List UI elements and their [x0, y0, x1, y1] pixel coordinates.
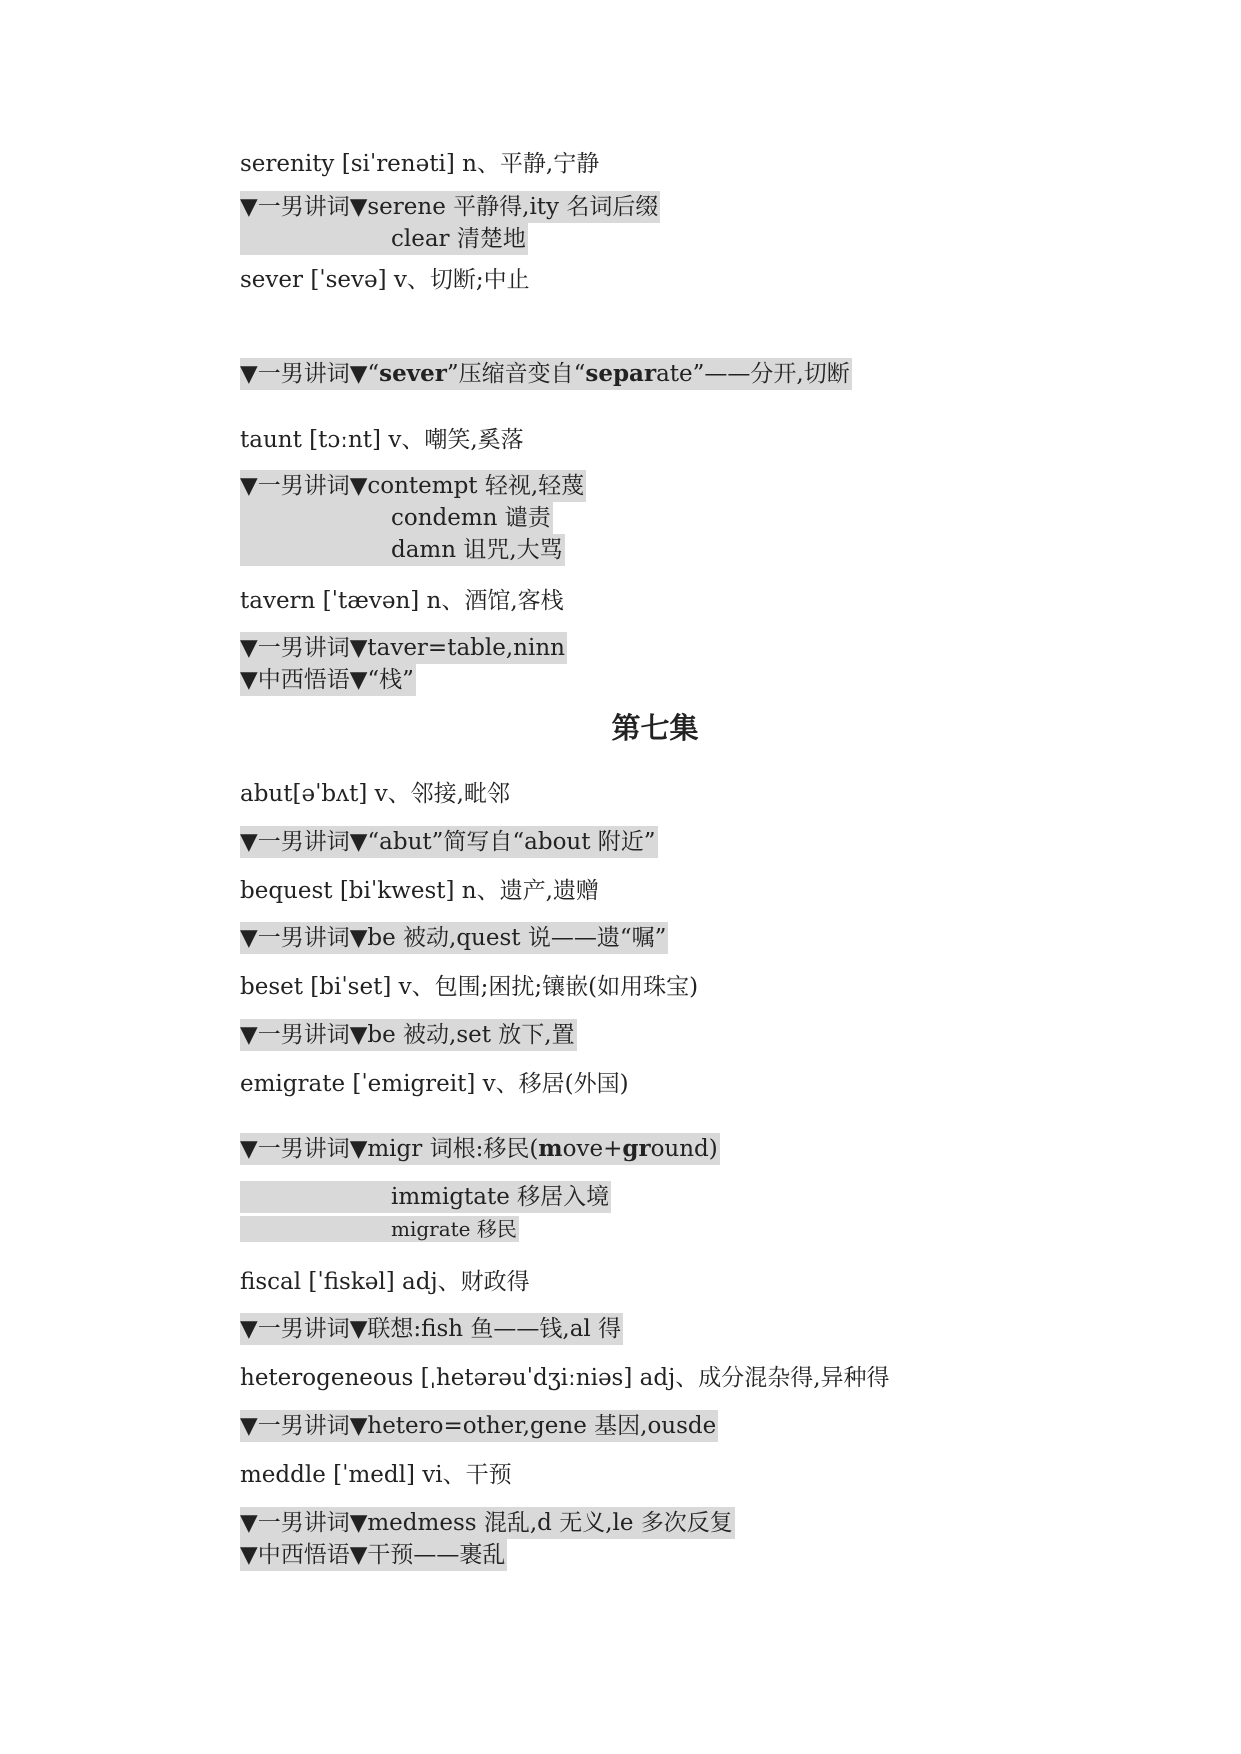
note-bold: gr: [622, 1135, 651, 1162]
entry-headword-taunt: taunt [tɔːnt] v、嘲笑,奚落: [240, 427, 524, 453]
note-serenity-1: ▼一男讲词▼serene 平静得,ity 名词后缀: [240, 191, 660, 223]
note-text: ▼一男讲词▼migr 词根:移民(: [240, 1136, 539, 1162]
note-abut: ▼一男讲词▼“abut”简写自“about 附近”: [240, 826, 658, 858]
entry-headword-beset: beset [biˈset] v、包围;困扰;镶嵌(如用珠宝): [240, 974, 699, 1000]
entry-headword-serenity: serenity [siˈrenəti] n、平静,宁静: [240, 151, 600, 177]
note-beset: ▼一男讲词▼be 被动,set 放下,置: [240, 1019, 577, 1051]
note-fiscal: ▼一男讲词▼联想:fish 鱼——钱,al 得: [240, 1313, 623, 1345]
entry-headword-heterogeneous: heterogeneous [ˌhetərəuˈdʒiːniəs] adj、成分混杂得,异种得: [240, 1365, 890, 1391]
entry-headword-tavern: tavern [ˈtævən] n、酒馆,客栈: [240, 588, 564, 614]
note-text: ove+: [562, 1136, 623, 1162]
note-taunt-2: condemn 谴责: [240, 502, 553, 534]
note-sever: [240, 358, 852, 390]
note-bold: sever: [379, 360, 447, 387]
note-tavern-2: ▼中西悟语▼“栈”: [240, 664, 416, 696]
note-text: ound): [650, 1136, 718, 1162]
note-bold: m: [538, 1135, 563, 1162]
entry-headword-fiscal: fiscal [ˈfiskəl] adj、财政得: [240, 1269, 530, 1295]
note-tavern-1: ▼一男讲词▼taver=table,ninn: [240, 632, 567, 664]
note-text: ▼一男讲词▼“: [240, 361, 380, 387]
note-text: ate”——分开,切断: [656, 361, 850, 387]
note-bequest: ▼一男讲词▼be 被动,quest 说——遗“嘱”: [240, 922, 668, 954]
note-serenity-2: clear 清楚地: [240, 223, 528, 255]
note-taunt-3: damn 诅咒,大骂: [240, 534, 565, 566]
entry-headword-emigrate: emigrate [ˈemigreit] v、移居(外国): [240, 1071, 629, 1097]
note-bold: separ: [585, 360, 657, 387]
note-emigrate-2: immigtate 移居入境: [240, 1181, 611, 1213]
entry-headword-meddle: meddle [ˈmedl] vi、干预: [240, 1462, 512, 1488]
entry-headword-sever: sever [ˈsevə] v、切断;中止: [240, 267, 530, 293]
note-text: ”压缩音变自“: [446, 361, 586, 387]
note-taunt-1: ▼一男讲词▼contempt 轻视,轻蔑: [240, 470, 586, 502]
entry-headword-bequest: bequest [biˈkwest] n、遗产,遗赠: [240, 878, 599, 904]
section-title: 第七集: [611, 711, 699, 745]
note-meddle-2: ▼中西悟语▼干预——裹乱: [240, 1539, 507, 1571]
note-emigrate-3: migrate 移民: [240, 1216, 519, 1242]
entry-headword-abut: abut[əˈbʌt] v、邻接,毗邻: [240, 781, 510, 807]
note-meddle-1: ▼一男讲词▼medmess 混乱,d 无义,le 多次反复: [240, 1507, 735, 1539]
note-heterogeneous: ▼一男讲词▼hetero=other,gene 基因,ousde: [240, 1410, 718, 1442]
note-emigrate-1: [240, 1133, 720, 1165]
